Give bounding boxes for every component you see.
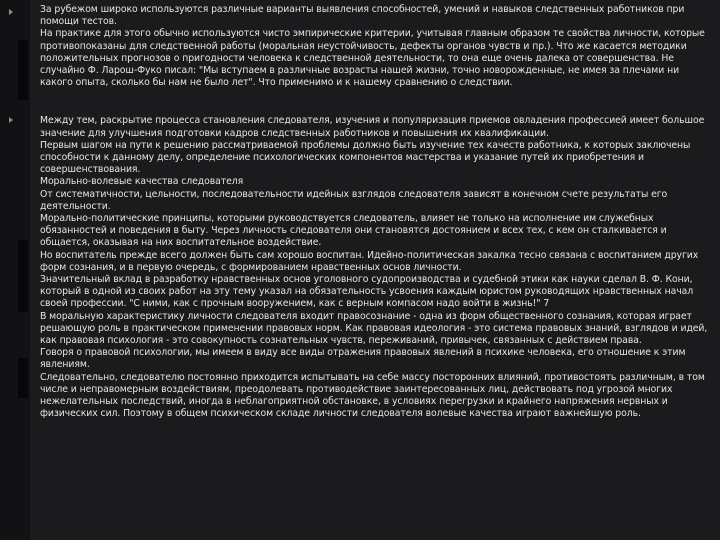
triangle-bullet-icon — [9, 9, 13, 15]
left-decoration-strip — [0, 0, 30, 540]
text-line: За рубежом широко используются различные варианты выявления способностей, умений и навыков следственных работников при помощи тестов. — [40, 4, 685, 28]
text-line: Говоря о правовой психологии, мы имеем в виду все виды отражения правовых явлений в психике человека, его отношение к этим явлениям. — [40, 347, 686, 371]
left-dark-bar — [18, 358, 28, 398]
text-line: На практике для этого обычно используются чисто эмпирические критерии, учитывая главным образом те свойства личности, которые противопоказаны для следственной работы (моральная неустойчивость, дефекты органов чувств и пр.). Что же касается методики положительных прогнозов о пригодности человека к следственной деятельности, то она еще очень далека от совершенства. Не случайно Ф. Ларош-Фуко писал: "Мы вступаем в различные возрасты нашей жизни, точно новорожденные, не имея за плечами ни какого опыта, сколько бы нам не было лет". Что применимо и к нашему сравнению о следствии. — [40, 28, 705, 89]
text-line: Но воспитатель прежде всего должен быть сам хорошо воспитан. Идейно-политическая закалка тесно связана с воспитанием других форм сознания, и в первую очередь, с формированием нравственных основ личности. — [40, 249, 699, 273]
text-line: В моральную характеристику личности следователя входит правосознание - одна из форм общественного сознания, которая играет решающую роль в практическом применении правовых норм. Как правовая идеология - это система правовых знаний, взглядов и идей, как правовая психология - это совокупность сознательных чувств, переживаний, привычек, связанных с действием права. — [40, 310, 708, 347]
slide-text — [40, 4, 708, 421]
text-line: Значительный вклад в разработку нравственных основ уголовного судопроизводства и судебной этики как науки сделал В. Ф. Кони, который в одной из своих работ на эту тему указал на обязательность усвоения каждым юристом руководящих нравственных начал своей профессии. "С ними, как с прочным вооружением, как с верным компасом надо войти в жизнь!" 7 — [40, 274, 694, 310]
text-line: Между тем, раскрытие процесса становления следователя, изучения и популяризация приемов овладения профессией имеет большое значение для улучшения подготовки кадров следственных работников и повышения их квалификации. — [40, 115, 705, 139]
text-line: Морально-волевые качества следователя — [40, 176, 244, 188]
triangle-bullet-icon — [9, 117, 13, 123]
left-dark-bar — [18, 240, 28, 312]
text-line: Первым шагом на пути к решению рассматриваемой проблемы должно быть изучение тех качеств работника, к которых заключены способности к данному делу, определение психологических компонентов мастерства и указание путей их приобретения и совершенствования. — [40, 139, 691, 176]
text-line: Следовательно, следователю постоянно приходится испытывать на себе массу посторонних влияний, противостоять различным, в том числе и неправомерным воздействиям, преодолевать противодействие заинтересованных лиц, действовать под угрозой многих нежелательных последствий, иногда в неблагоприятной обстановке, в условиях перегрузки и крайнего напряжения нервных и физических сил. Поэтому в общем психическом складе личности следователя волевые качества играют важнейшую роль. — [40, 371, 705, 420]
text-line: Морально-политические принципы, которыми руководствуется следователь, влияет не только на исполнение им служебных обязанностей и поведения в быту. Через личность следователя они становятся достоянием и всех тех, с кем он сталкивается и общается, оказывая на них воспитательное воздействие. — [40, 213, 667, 249]
text-line: От систематичности, цельности, последовательности идейных взглядов следователя зависят в конечном счете результаты его деятельности. — [40, 188, 668, 212]
left-dark-bar — [18, 40, 28, 100]
